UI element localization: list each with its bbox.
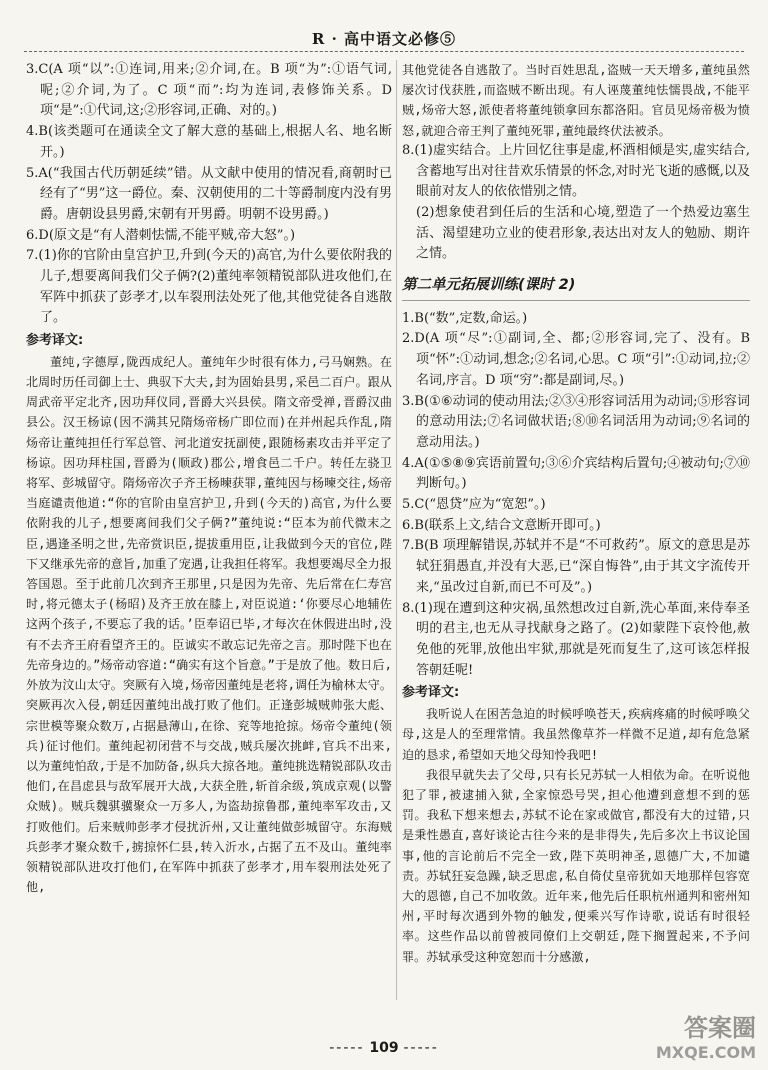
answer-item: 6.B(联系上文,结合文意断开即可。) [402,517,601,533]
watermark-text: 答案圈 [684,1014,756,1042]
answer-item: (2)想象使君到任后的生活和心境,塑造了一个热爱边塞生活、渴望建功立业的使君形象,表达出对友人的勉励、期许之情。 [416,204,750,262]
answer-item: 4.B(该类题可在通读全文了解大意的基础上,根据人名、地名断开。) [26,124,392,160]
answer-item: 3.B(①⑥动词的使动用法;②③④形容词活用为动词;⑤形容词的意动用法;⑦名词做状语;⑧⑩名词活用为动词;⑨名词的意动用法。) [402,393,750,450]
reference-translation: 我很早就失去了父母,只有长兄苏轼一人相依为命。在听说他犯了罪,被逮捕入狱,全家惊恐号哭,担心他遭到意想不到的惩罚。我私下想来想去,苏轼不论在家或做官,都没有大的过错,只是秉性愚直,喜好谈论古往今来的是非得失,先后多次上书议论国事,他的言论前后不完全一致,陛下英明神圣,恩德广大,不加谴责。苏轼狂妄急躁,缺乏思虑,私自倚仗皇帝犹如天地那样包容宽大的恩德,自己不加收敛。近年来,他先后任职杭州通判和密州知州,平时每次遇到外物的触发,便乘兴写作诗歌,说话有时很轻率。这些作品以前曾被同僚们上交朝廷,陛下搁置起来,不予问罪。苏轼承受这种宽恕而十分感激, [402,767,750,964]
answer-item: 2.D(A 项“尽”:①副词,全、都;②形容词,完了、没有。B 项“怀”:①动词,想念;②名词,心思。C 项“引”:①动词,拉;②名词,序言。D 项“穷”:都是副词,尽。) [402,331,750,388]
answer-item: 3.C(A 项“以”:①连词,用来;②介词,在。B 项“为”:①语气词,呢;②介词,为了。C 项“而”:均为连词,表修饰关系。D 项“是”:①代词,这;②形容词,正确、对的。) [26,62,392,119]
footer-dashes: ----- [403,1040,439,1056]
answer-item: 8.(1)现在遭到这种灾祸,虽然想改过自新,洗心革面,来侍奉圣明的君主,也无从寻找献身之路了。(2)如蒙陛下哀怜他,赦免他的死罪,放他出牢狱,那就是死而复生了,这可该怎样报答朝廷呢! [402,600,750,678]
page-number: 109 [369,1040,399,1056]
left-column [26,60,392,897]
answer-item: 1.B(“数”,定数,命运。) [402,310,528,326]
answer-item: 5.A(“我国古代历朝延续”错。从文献中使用的情况看,商朝时已经有了“男”这一爵位。秦、汉朝使用的二十等爵制度内没有男爵。唐朝设县男爵,宋朝有开男爵。明朝不设男爵。) [26,165,392,222]
section-title: 第二单元拓展训练(课时 2) [402,275,750,301]
translation-continued: 其他党徒各自逃散了。当时百姓思乱,盗贼一天天增多,董纯虽然屡次讨伐获胜,而盗贼不断出现。有人诬蔑董纯怯懦畏战,不能平贼,炀帝大怒,派使者将董纯锁拿回东都洛阳。官员见炀帝极为愤怒,就迎合帝王判了董纯死罪,董纯最终伏法被杀。 [402,63,750,138]
reference-translation: 我听说人在困苦急迫的时候呼唤苍天,疾病疼痛的时候呼唤父母,这是人的至理常情。我虽然像草芥一样微不足道,却有危急紧迫的恳求,希望如天地父母知怜我吧! [402,707,750,762]
column-divider [396,60,397,1000]
watermark-logo [626,1008,756,1062]
reference-translation-label: 参考译文: [26,333,84,349]
page-header: R · 高中语文必修⑤ [311,30,457,48]
answer-item: 6.D(原文是“有人潜刺怯懦,不能平贼,帝大怒”。) [26,227,296,243]
answer-item: 5.C(“恩贷”应为“宽恕”。) [402,497,546,513]
answer-item: 4.A(①⑤⑧⑨宾语前置句;③⑥介宾结构后置句;④被动句;⑦⑩判断句。) [402,455,750,492]
answer-item: 8.(1)虚实结合。上片回忆往事是虚,杯酒相倾是实,虚实结合,含蓄地写出对往昔欢乐情景的怀念,对时光飞逝的感慨,以及眼前对友人的依依惜别之情。 [402,142,750,200]
reference-translation-label: 参考译文: [402,685,460,701]
answer-item: 7.B(B 项理解错误,苏轼并不是“不可救药”。原文的意思是苏轼狂狷愚直,并没有大恶,已“深自悔咎”,由于其文字流传开来,“虽改过自新,而已不可及”。) [402,538,750,595]
right-column [402,60,750,967]
header-rule [24,51,744,52]
footer-dashes: ----- [329,1040,365,1056]
answer-item: 7.(1)你的官阶由皇宫护卫,升到(今天的)高官,为什么要依附我的儿子,想要离间我们父子俩?(2)董纯率领精锐部队进攻他们,在军阵中抓获了彭孝才,以车裂刑法处死了他,其他党徒各自逃散了。 [26,248,392,326]
reference-translation: 董纯,字德厚,陇西成纪人。董纯年少时很有体力,弓马娴熟。在北周时历任司御上士、典驭下大夫,封为固始县男,采邑二百户。跟从周武帝平定北齐,因功拜仪同,晋爵大兴县侯。隋文帝受禅,晋爵汉曲县公。汉王杨谅(因不满其兄隋炀帝杨广即位而)在并州起兵作乱,隋炀帝让董纯担任行军总管、河北道安抚副使,跟随杨素攻击并平定了杨谅。因功拜柱国,晋爵为(顺政)郡公,增食邑二千户。转任左骁卫将军、彭城留守。隋炀帝次子齐王杨暕获罪,董纯因与杨暕交往,炀帝当庭谴责他道:“你的官阶由皇宫护卫,升到(今天的)高官,为什么要依附我的儿子,想要离间我们父子俩?”董纯说:“臣本为前代微末之臣,遇逢圣明之世,先帝赏识臣,提拔重用臣,让我做到今天的官位,陛下又继承先帝的意旨,加重了宠遇,让我担任将军。我想要竭尽全力报答国恩。至于此前几次到齐王那里,只是因为先帝、先后常在仁寿宫时,将元德太子(杨昭)及齐王放在膝上,对臣说道:‘你要尽心地辅佐这两个孩子,不要忘了我的话。’臣奉诏已毕,才每次在休假进出时,没有不去齐王府看望齐王的。臣诚实不敢忘记先帝之言。那时陛下也在先帝身边的。”炀帝动容道:“确实有这个旨意。”于是放了他。数日后,外放为汶山太守。突厥有入境,炀帝因董纯是老将,调任为榆林太守。突厥再次入侵,朝廷因董纯出战打败了他们。正逢彭城贼帅张大彪、宗世模等聚众数万,占据悬薄山,在徐、兖等地抢掠。炀帝令董纯(领兵)征讨他们。董纯起初闭营不与交战,贼兵屡次挑衅,官兵不出来,以为董纯怕敌,于是不加防备,纵兵大掠各地。董纯挑选精锐部队攻击他们,在昌虑县与敌军展开大战,大获全胜,斩首余级,筑成京观(以警众贼)。贼兵魏骐骥聚众一万多人,为盗劫掠鲁郡,董纯率军攻击,又打败他们。后来贼帅彭孝才侵扰沂州,又让董纯做彭城留守。东海贼兵彭孝才聚众数千,掳掠怀仁县,转入沂水,占据了五不及山。董纯率领精锐部队进攻打他们,在军阵中抓获了彭孝才,用车裂刑法处死了他, [26,354,392,895]
watermark-url: MXQE.COM [655,1043,756,1062]
